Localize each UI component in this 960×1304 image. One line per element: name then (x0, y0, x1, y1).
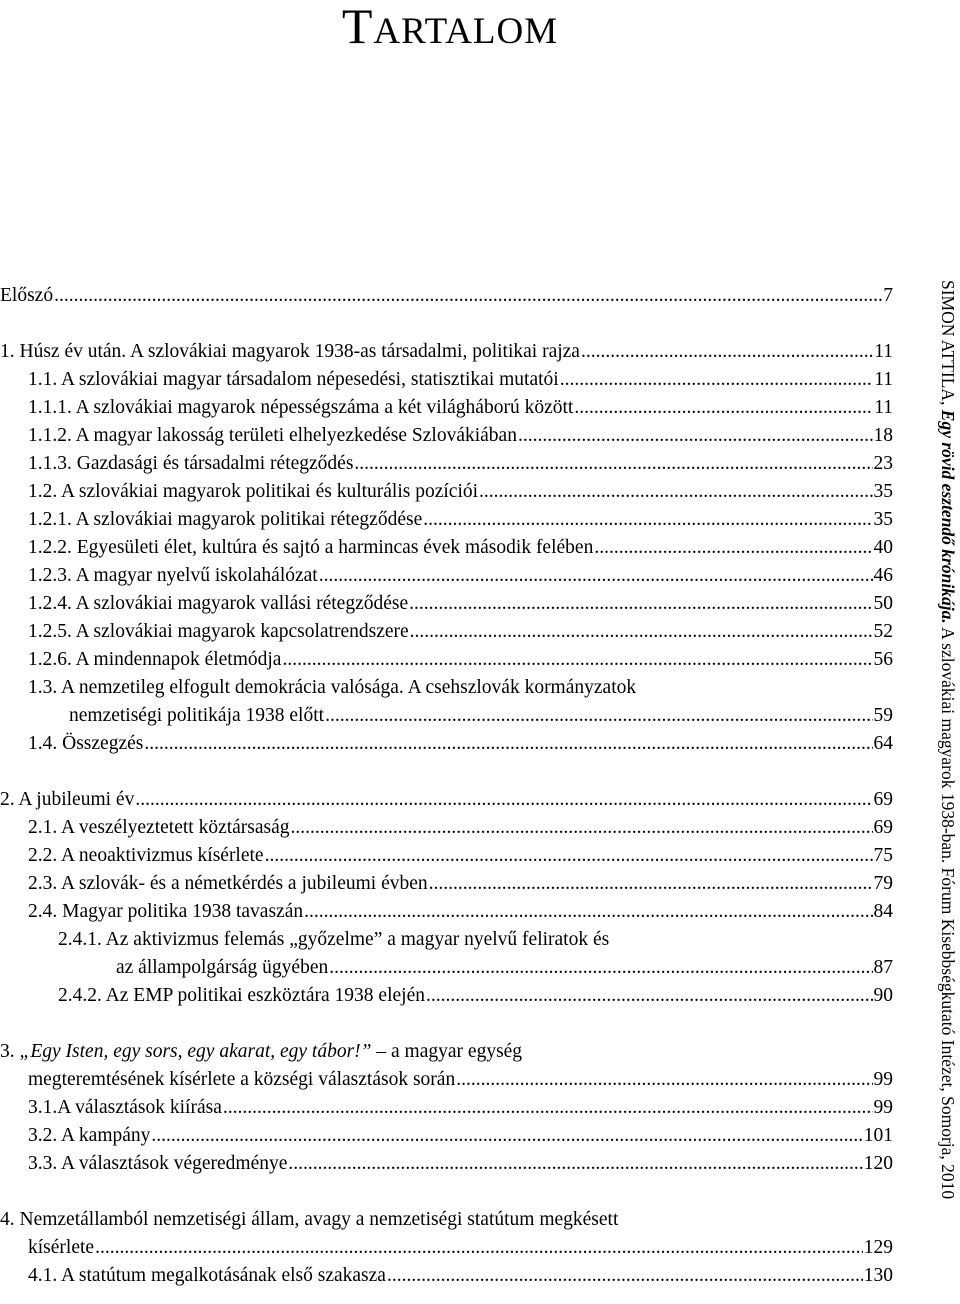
toc-entry (28, 1236, 893, 1260)
toc-entry (28, 480, 893, 504)
toc-leader (95, 1236, 863, 1260)
toc-entry-number: 3. (0, 1041, 20, 1062)
toc-entry (28, 424, 893, 448)
toc-page-number: 99 (873, 1069, 893, 1090)
toc-entry-text: 1.2. A szlovákiai magyarok politikai és kulturális pozíciói (28, 481, 479, 502)
toc-entry-text: Előszó (0, 285, 54, 306)
toc-entry (28, 1264, 893, 1288)
toc-page-number: 84 (873, 901, 893, 922)
toc-page-number: 75 (873, 845, 893, 866)
toc-leader (354, 452, 872, 476)
toc-entry (28, 592, 893, 616)
toc-page-number: 101 (863, 1125, 893, 1146)
toc-entry-text: 1. Húsz év után. A szlovákiai magyarok 1938-as társadalmi, politikai rajza (0, 341, 580, 362)
toc-leader (325, 704, 872, 728)
toc-leader (581, 340, 873, 364)
toc-entry (28, 732, 893, 756)
toc-page-number: 64 (873, 733, 893, 754)
toc-entry (58, 984, 893, 1008)
toc-entry (69, 704, 893, 728)
toc-page-number: 50 (873, 593, 893, 614)
toc-entry-text: nemzetiségi politikája 1938 előtt (69, 705, 325, 726)
toc-entry-text: 1.1.1. A szlovákiai magyarok népességszáma a két világháború között (28, 397, 574, 418)
toc-entry (28, 1068, 893, 1092)
toc-entry-text: az állampolgárság ügyében (116, 957, 329, 978)
toc-entry (116, 956, 893, 980)
toc-entry-text: 1.2.6. A mindennapok életmódja (28, 649, 282, 670)
toc-page-number: 7 (883, 285, 893, 306)
toc-entry (28, 816, 893, 840)
toc-leader (304, 900, 872, 924)
toc-entry-title-rest: – a magyar egység (371, 1041, 523, 1062)
toc-leader (265, 844, 873, 868)
toc-leader (151, 1124, 862, 1148)
toc-entry-text: 2.2. A neoaktivizmus kísérlete (28, 845, 264, 866)
toc-entry (28, 900, 893, 924)
toc-leader (426, 984, 873, 1008)
toc-leader (282, 648, 872, 672)
toc-entry (28, 1152, 893, 1176)
toc-entry-text: 4.1. A statútum megalkotásának első szakasza (28, 1265, 386, 1286)
toc-entry (28, 396, 893, 420)
toc-page-number: 35 (873, 481, 893, 502)
toc-entry-text: 3.1.A választások kiírása (28, 1097, 222, 1118)
toc-leader (560, 368, 874, 392)
toc-page-number: 11 (874, 341, 893, 362)
toc-entry (28, 508, 893, 532)
toc-entry-text: 2. A jubileumi év (0, 789, 135, 810)
toc-page-number: 90 (873, 985, 893, 1006)
toc-entry-first-line: 4. Nemzetállamból nemzetiségi állam, avagy a nemzetiségi statútum megkésett (0, 1209, 619, 1230)
page-title-rest: ARTALOM (373, 11, 559, 52)
toc-entry (28, 368, 893, 392)
toc-entry-text: 1.1. A szlovákiai magyar társadalom népesedési, statisztikai mutatói (28, 369, 559, 390)
toc-page-number: 120 (863, 1153, 893, 1174)
toc-entry-text: 1.2.5. A szlovákiai magyarok kapcsolatrendszere (28, 621, 409, 642)
toc-entry-text: 1.1.3. Gazdasági és társadalmi rétegződés (28, 453, 354, 474)
toc-page-number: 87 (873, 957, 893, 978)
toc-entry (28, 648, 893, 672)
toc-page-number: 129 (863, 1237, 893, 1258)
toc-entry-text: 3.3. A választások végeredménye (28, 1153, 288, 1174)
toc-entry-text: 3.2. A kampány (28, 1125, 151, 1146)
toc-page-number: 69 (873, 789, 893, 810)
toc-page-number: 11 (874, 397, 893, 418)
toc-leader (409, 592, 872, 616)
toc-leader (410, 620, 873, 644)
toc-leader (518, 424, 873, 448)
toc-leader (479, 480, 872, 504)
toc-entry-text: 1.2.4. A szlovákiai magyarok vallási rétegződése (28, 593, 409, 614)
toc-entry (28, 564, 893, 588)
toc-entry (28, 872, 893, 896)
toc-leader (456, 1068, 872, 1092)
toc-page-number: 35 (873, 509, 893, 530)
toc-entry-italic-title: „Egy Isten, egy sors, egy akarat, egy tábor!” (19, 1041, 372, 1062)
toc-page-number: 11 (874, 369, 893, 390)
toc-page-number: 56 (873, 649, 893, 670)
page-title-initial: T (341, 0, 374, 54)
toc-leader (288, 1152, 862, 1176)
running-footer-vertical: SIMON ATTILA, Egy rövid esztendő krónikája. A szlovákiai magyarok 1938-ban. Fórum Kisebbségkutató Intézet, Somorja, 2010 (938, 280, 958, 1200)
toc-entry-text: 1.2.3. A magyar nyelvű iskolahálózat (28, 565, 318, 586)
toc-page-number: 59 (873, 705, 893, 726)
toc-entry-text: kísérlete (28, 1237, 95, 1258)
toc-entry (28, 844, 893, 868)
toc-leader (329, 956, 872, 980)
toc-page-number: 130 (863, 1265, 893, 1286)
toc-page-number: 52 (873, 621, 893, 642)
spine-publication: A szlovákiai magyarok 1938-ban. Fórum Kisebbségkutató Intézet, Somorja, 2010 (938, 623, 958, 1200)
toc-entry-text: 2.4. Magyar politika 1938 tavaszán (28, 901, 304, 922)
toc-leader (423, 508, 872, 532)
toc-leader (429, 872, 873, 896)
spine-book-title: Egy rövid esztendő krónikája. (938, 409, 958, 624)
toc-page-number: 40 (873, 537, 893, 558)
toc-page-number: 79 (873, 873, 893, 894)
toc-leader (144, 732, 872, 756)
toc-entry-text: 1.2.1. A szlovákiai magyarok politikai rétegződése (28, 509, 423, 530)
toc-leader (223, 1096, 873, 1120)
toc-entry-text: 2.4.2. Az EMP politikai eszköztára 1938 elején (58, 985, 425, 1006)
toc-entry-text: 2.3. A szlovák- és a németkérdés a jubileumi évben (28, 873, 428, 894)
toc-page-number: 23 (873, 453, 893, 474)
spine-author: SIMON ATTILA (938, 280, 958, 402)
toc-entry-text: 1.1.2. A magyar lakosság területi elhelyezkedése Szlovákiában (28, 425, 517, 446)
toc-entry-text: 2.1. A veszélyeztetett köztársaság (28, 817, 290, 838)
toc-page-number: 99 (873, 1097, 893, 1118)
toc-leader (135, 788, 872, 812)
toc-leader (54, 284, 882, 308)
toc-entry (28, 452, 893, 476)
toc-leader (574, 396, 873, 420)
toc-entry-first-line (0, 1040, 522, 1064)
toc-entry-first-line: 1.3. A nemzetileg elfogult demokrácia valósága. A csehszlovák kormányzatok (28, 677, 637, 698)
toc-leader (594, 536, 872, 560)
toc-entry-text: megteremtésének kísérlete a községi választások során (28, 1069, 456, 1090)
toc-entry (28, 620, 893, 644)
toc-page-number: 69 (873, 817, 893, 838)
toc-entry (0, 340, 893, 364)
toc-page-number: 46 (873, 565, 893, 586)
toc-leader (291, 816, 873, 840)
toc-leader (319, 564, 873, 588)
toc-leader (387, 1264, 863, 1288)
toc-page-number: 18 (873, 425, 893, 446)
toc-entry (28, 1124, 893, 1148)
toc-entry-text: 1.4. Összegzés (28, 733, 144, 754)
toc-entry (28, 1096, 893, 1120)
toc-entry (0, 284, 893, 308)
toc-entry (28, 536, 893, 560)
toc-entry (0, 788, 893, 812)
toc-entry-first-line: 2.4.1. Az aktivizmus felemás „győzelme” a magyar nyelvű feliratok és (58, 929, 610, 950)
toc-entry-text: 1.2.2. Egyesületi élet, kultúra és sajtó a harmincas évek második felében (28, 537, 594, 558)
